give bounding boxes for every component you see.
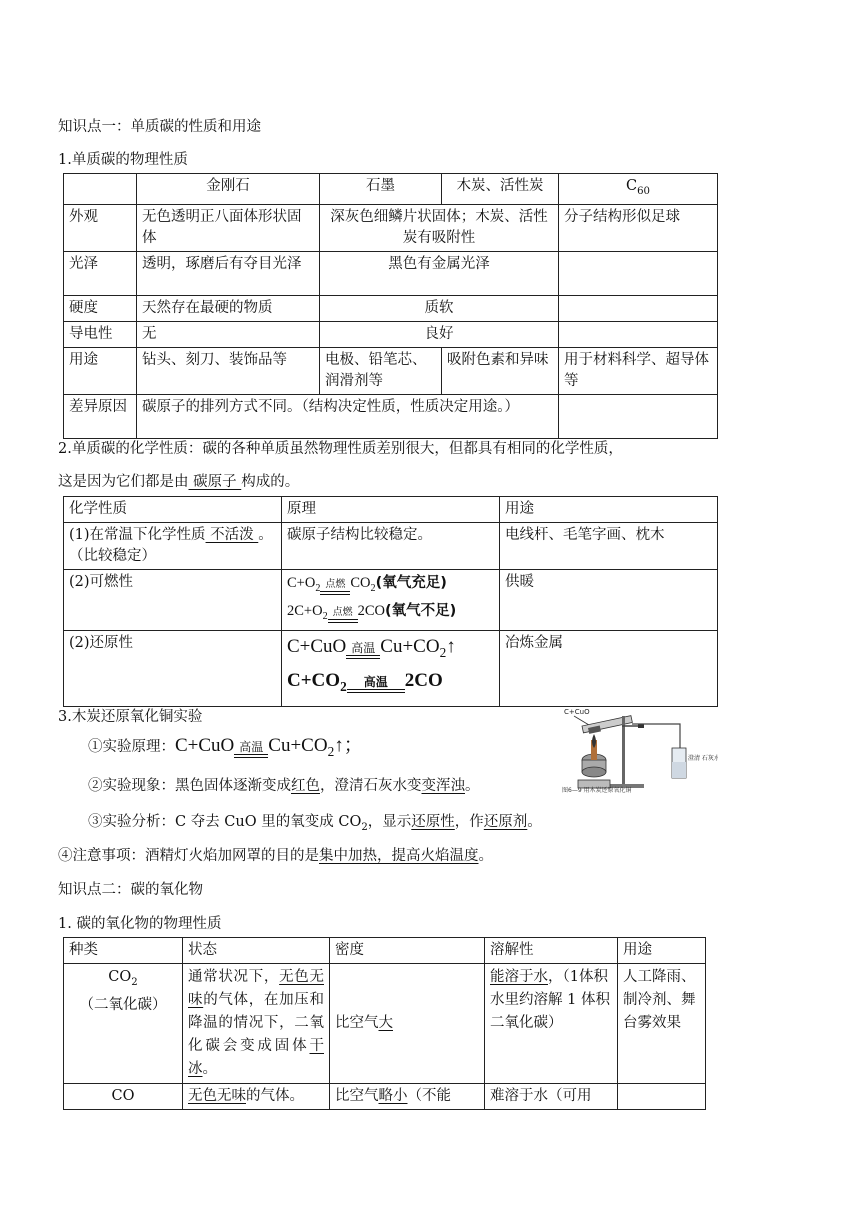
co2-formula: [69, 966, 177, 994]
apparatus-figure: [560, 704, 718, 796]
table-header-row: [64, 497, 718, 523]
table-cell: 外观: [64, 204, 137, 251]
gas-arrow: ↑；: [334, 735, 363, 756]
table-cell: 吸附色素和异味: [442, 347, 559, 394]
co2-chinese-name: （二氧化碳）: [79, 996, 167, 1013]
subheading-cuo-experiment: 3.木炭还原氧化铜实验: [58, 709, 203, 725]
table-row: [64, 523, 718, 570]
table-cell: 差异原因: [64, 394, 137, 438]
figure-label-top: C+CuO: [564, 708, 590, 716]
text-span: ④注意事项：酒精灯火焰加网罩的目的是: [58, 848, 319, 864]
text-span: 的气体，在加压和降温的情况下，二氧化碳会变成固体: [188, 992, 324, 1054]
text-span: ，作: [454, 814, 484, 830]
text-span: 。: [465, 778, 480, 794]
apparatus-illustration: [560, 704, 718, 796]
eq-subscript: 2: [131, 976, 138, 988]
table-cell: 电线杆、毛笔字画、枕木: [500, 523, 718, 570]
text-span: 。: [202, 1061, 217, 1077]
answer-concentrate-heat: 集中加热，提高火焰温度: [319, 848, 479, 864]
text-span: CO: [108, 969, 132, 985]
table-header-cell: [64, 174, 137, 205]
table-cell: [183, 1084, 330, 1110]
eq-products: 2CO: [357, 602, 386, 619]
table-header-cell: 用途: [618, 938, 706, 964]
text-span: 比空气: [335, 1088, 379, 1104]
text-span: ①实验原理：: [88, 739, 175, 755]
table-cell: 良好: [320, 321, 559, 347]
subheading-physical-properties: 1.单质碳的物理性质: [58, 152, 188, 168]
chemical-properties-line1: 2.单质碳的化学性质：碳的各种单质虽然物理性质差别很大，但都具有相同的化学性质，: [58, 441, 623, 457]
text-span: ③实验分析：C 夺去 CuO 里的氧变成 CO: [88, 814, 362, 830]
eq-products: Cu+CO: [380, 635, 440, 657]
text-span: (1)在常温下化学性质: [69, 527, 206, 543]
table-row: [64, 964, 706, 1084]
table-row: [64, 570, 718, 631]
table-cell: [559, 321, 718, 347]
table-cell: [559, 295, 718, 321]
subheading-oxide-properties: 1. 碳的氧化物的物理性质: [58, 916, 222, 932]
table-cell: [330, 964, 485, 1084]
table-cell: 电极、铅笔芯、润滑剂等: [320, 347, 442, 394]
equals-bar: [320, 591, 350, 595]
table-row: [64, 394, 718, 438]
text-span: ，澄清石灰水变: [320, 778, 422, 794]
text-span: 这是因为它们都是由: [58, 474, 189, 490]
table-cell: 无色透明正八面体形状固体: [137, 204, 320, 251]
alcohol-lamp-icon: [582, 734, 606, 777]
table-cell: 供暖: [500, 570, 718, 631]
table-cell: 用于材料科学、超导体等: [559, 347, 718, 394]
eq-reactants: C+CuO: [175, 735, 235, 756]
table-cell: [330, 1084, 485, 1110]
reduction-equations: [282, 630, 500, 706]
table-cell: (2)还原性: [64, 630, 282, 706]
eq-products: Cu+CO: [268, 735, 328, 756]
eq-reactants: C+CO: [287, 669, 341, 691]
table-header-cell: 溶解性: [485, 938, 618, 964]
table-cell: [559, 251, 718, 295]
table-header-cell: 用途: [500, 497, 718, 523]
table-cell: 透明，琢磨后有夺目光泽: [137, 251, 320, 295]
eq-reactants: C+CuO: [287, 635, 347, 657]
carbon-oxide-table: [63, 937, 706, 1110]
table-cell: 深灰色细鳞片状固体；木炭、活性炭有吸附性: [320, 204, 559, 251]
reaction-arrow: [346, 642, 380, 659]
table-row: [64, 295, 718, 321]
table-cell: [64, 964, 183, 1084]
table-cell: 碳原子结构比较稳定。: [282, 523, 500, 570]
chemical-properties-line2: [58, 472, 299, 492]
table-cell: 导电性: [64, 321, 137, 347]
experiment-notes: [58, 846, 493, 866]
gas-arrow: ↑: [446, 635, 456, 657]
table-cell: 黑色有金属光泽: [320, 251, 559, 295]
eq-note: (氧气充足): [375, 575, 447, 591]
table-row: [64, 321, 718, 347]
reaction-condition: 点燃: [332, 606, 353, 618]
table-header-cell: 密度: [330, 938, 485, 964]
table-cell: 天然存在最硬的物质: [137, 295, 320, 321]
reaction-condition: 高温: [363, 674, 388, 689]
table-cell: [183, 964, 330, 1084]
table-header-cell: 化学性质: [64, 497, 282, 523]
answer-colorless-odorless: 无色无味: [188, 969, 324, 1008]
table-row: [64, 204, 718, 251]
answer-dry-ice: 干冰: [188, 1038, 324, 1077]
eq-subscript: 2: [439, 644, 447, 660]
table-header-cell: 木炭、活性炭: [442, 174, 559, 205]
eq-reactants: C+O: [287, 575, 316, 591]
experiment-principle: [88, 733, 363, 765]
eq-subscript: 2: [322, 610, 328, 622]
eq-subscript: 2: [327, 743, 335, 759]
answer-greater: 大: [378, 1015, 393, 1031]
eq-subscript: 2: [370, 582, 376, 594]
table-row: [64, 1084, 706, 1110]
equals-bar: [346, 655, 380, 659]
text-span: 。: [527, 814, 542, 830]
reaction-condition: 高温: [351, 640, 376, 655]
table-cell: 人工降雨、制冷剂、舞台雾效果: [618, 964, 706, 1084]
eq-subscript: 2: [340, 678, 347, 694]
table-header-cell: 原理: [282, 497, 500, 523]
eq-note: (氧气不足): [385, 602, 457, 619]
text-span: ，（1体积水里约溶解 1 体积二氧化碳）: [490, 969, 610, 1031]
table-cell: 无: [137, 321, 320, 347]
table-header-cell: [559, 174, 718, 205]
text-span: （不能: [407, 1088, 451, 1104]
text-span: 的气体。: [246, 1088, 304, 1104]
carbon-chemical-table: [63, 496, 718, 707]
answer-reducing-agent: 还原剂: [483, 814, 528, 830]
table-cell: 难溶于水（可用: [485, 1084, 618, 1110]
section2-heading: 知识点二：碳的氧化物: [58, 882, 203, 898]
table-header-row: [64, 938, 706, 964]
experiment-analysis: [88, 812, 542, 838]
eq-reactants: 2C+O: [287, 602, 323, 619]
carbon-physical-table: [63, 173, 718, 439]
table-cell: 冶炼金属: [500, 630, 718, 706]
equals-bar: [328, 619, 358, 623]
table-cell: 硬度: [64, 295, 137, 321]
answer-turbid: 变浑浊: [421, 778, 465, 794]
reaction-condition: 点燃: [325, 579, 346, 590]
text-span: ②实验现象：黑色固体逐渐变成: [88, 778, 291, 794]
answer-slightly-smaller: 略小: [378, 1088, 408, 1104]
table-cell: [64, 523, 282, 570]
table-header-cell: 金刚石: [137, 174, 320, 205]
table-cell: 钻头、刻刀、装饰品等: [137, 347, 320, 394]
table-cell: 光泽: [64, 251, 137, 295]
reaction-condition: 高温: [239, 740, 264, 754]
table-cell: 用途: [64, 347, 137, 394]
reaction-arrow: [347, 676, 405, 693]
text-span: 通常状况下，: [188, 969, 280, 985]
eq-products: CO: [350, 575, 371, 591]
table-row: [64, 251, 718, 295]
experiment-phenomenon: [88, 776, 480, 796]
section1-heading: 知识点一：单质碳的性质和用途: [58, 119, 261, 135]
equation-complete-combustion: [287, 572, 494, 600]
text-span: 。: [478, 848, 493, 864]
c60-label: $C_{60}$: [626, 178, 650, 197]
table-header-cell: 种类: [64, 938, 183, 964]
table-cell: [485, 964, 618, 1084]
answer-inactive: 不活泼: [205, 527, 259, 543]
table-row: [64, 630, 718, 706]
table-cell: 分子结构形似足球: [559, 204, 718, 251]
equals-bar: [347, 689, 405, 693]
table-cell: CO: [64, 1084, 183, 1110]
answer-reducing: 还原性: [411, 814, 455, 830]
text-span: 。（比较稳定）: [69, 527, 273, 564]
text-span: 比空气: [335, 1015, 379, 1031]
table-cell: (2)可燃性: [64, 570, 282, 631]
eq-subscript: 2: [361, 821, 368, 833]
table-row: [64, 347, 718, 394]
figure-caption: 图6—9 用木炭还原氧化铜: [562, 787, 632, 794]
eq-subscript: 2: [315, 582, 321, 594]
equation-incomplete-combustion: [287, 600, 494, 628]
text-span: 构成的。: [241, 474, 300, 490]
reaction-arrow: [328, 608, 358, 623]
table-cell: 质软: [320, 295, 559, 321]
table-header-cell: 石墨: [320, 174, 442, 205]
table-header-cell: 状态: [183, 938, 330, 964]
answer-carbon-atom: 碳原子: [188, 474, 242, 490]
table-cell: 碳原子的排列方式不同。（结构决定性质，性质决定用途。）: [137, 394, 559, 438]
answer-red: 红色: [291, 778, 320, 794]
table-header-row: [64, 174, 718, 205]
equals-bar: [234, 754, 268, 758]
table-cell: [559, 394, 718, 438]
figure-label-right: 澄清 石灰水: [688, 755, 718, 762]
reaction-arrow: [234, 741, 268, 758]
reaction-arrow: [320, 580, 350, 595]
equation-cuo-reduction: [287, 633, 494, 667]
answer-soluble: 能溶于水: [490, 969, 548, 985]
principle-equation: [175, 735, 363, 759]
answer-colorless-odorless: 无色无味: [188, 1088, 246, 1104]
eq-products: 2CO: [404, 669, 443, 691]
combustion-equations: [282, 570, 500, 631]
table-cell: [618, 1084, 706, 1110]
equation-co2-reduction: [287, 667, 494, 701]
text-span: ，显示: [367, 814, 412, 830]
